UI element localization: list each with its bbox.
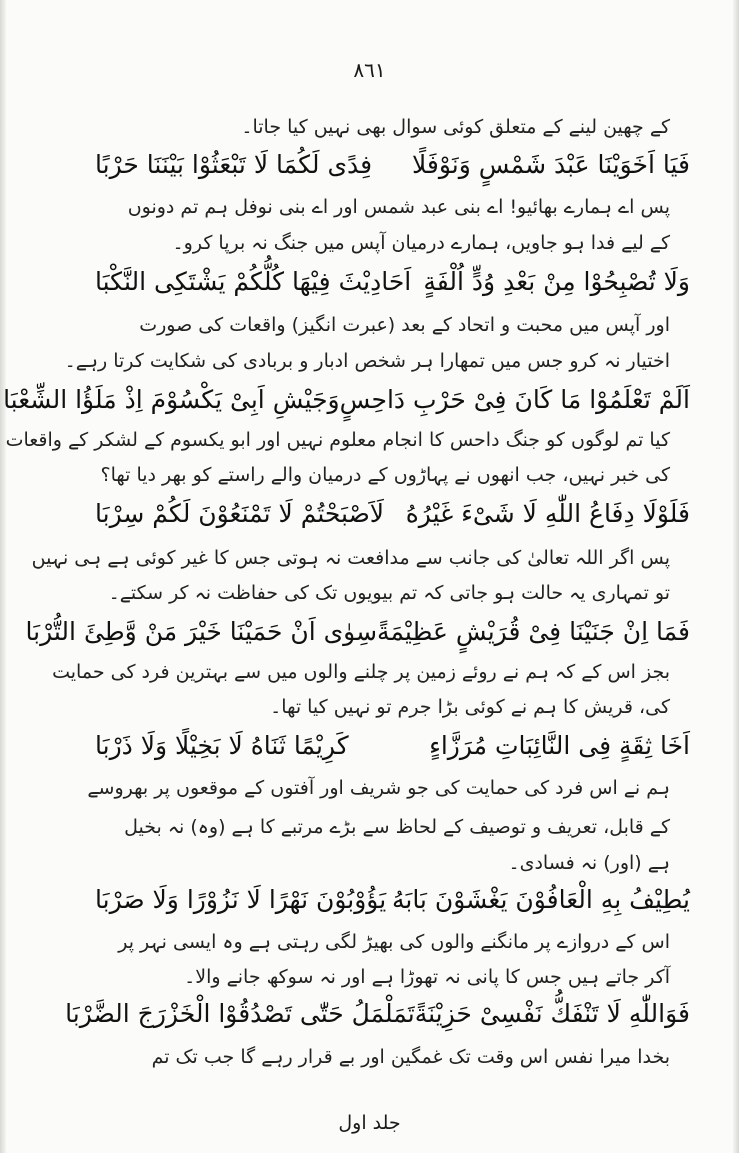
translation-line: پس اگر اللہ تعالیٰ کی جانب سے مدافعت نہ ہوتی جس کا غیر کوئی ہے ہی نہیں: [31, 547, 670, 569]
verse-first-hemistich: فَوَاللّٰهِ لَا تَنْفَكُّ نَفْسِیْ حَزِیْنَةً: [414, 999, 690, 1028]
left-page-edge: [0, 0, 6, 1153]
verse-first-hemistich: اَلَمْ تَعْلَمُوْا مَا کَانَ فِیْ حَرْبِ دَاحِسٍ: [339, 385, 690, 414]
verse-first-hemistich: فَلَوْلَا دِفَاعُ اللّٰهِ لَا شَیْءَ غَیْرُهُ: [405, 499, 690, 528]
translation-line: کے لیے فدا ہو جاویں، ہمارے درمیان آپس میں جنگ نہ برپا کرو۔: [172, 232, 670, 254]
translation-line: کے قابل، تعریف و توصیف کے لحاظ سے بڑے مرتبے کا ہے (وہ) نہ بخیل: [124, 816, 670, 838]
translation-line: کیا تم لوگوں کو جنگ داحس کا انجام معلوم نہیں اور ابو یکسوم کے لشکر کے واقعات: [5, 429, 670, 451]
verse-line: [3, 380, 690, 420]
verse-second-hemistich: فِدًی لَکُمَا لَا تَبْعَثُوْا بَیْنَنَا حَرْبًا: [95, 150, 373, 179]
translation-line: کے چھین لینے کے متعلق کوئی سوال بھی نہیں کیا جاتا۔: [241, 116, 670, 138]
volume-label: جلد اول: [338, 1112, 401, 1134]
translation-line: اس کے دروازے پر مانگنے والوں کی بھیڑ لگی رہتی ہے وہ ایسی نہر پر: [118, 931, 670, 953]
translation-line: ہم نے اس فرد کی حمایت کی جو شریف اور آفتوں کے موقعوں پر بھروسے: [87, 777, 670, 799]
verse-line: [95, 262, 690, 302]
translation-line: اور آپس میں محبت و اتحاد کے بعد (عبرت انگیز) واقعات کی صورت: [139, 314, 670, 336]
verse-first-hemistich: وَلَا تُصْبِحُوْا مِنْ بَعْدِ وُدٍّ اُلْفَةٍ: [423, 267, 690, 296]
right-page-edge: [733, 0, 739, 1153]
verse-line: [95, 880, 690, 920]
verse-line: [25, 612, 690, 652]
verse-second-hemistich: سِوٰی اَنْ حَمَیْنَا خَیْرَ مَنْ وَّطِئَ التُّرْبَا: [25, 617, 378, 646]
verse-line: [95, 726, 690, 766]
verse-second-hemistich: لَاَصْبَحْتُمْ لَا تَمْنَعُوْنَ لَکُمْ سِرْبَا: [95, 499, 385, 528]
verse-second-hemistich: تَمَلْمَلُ حَتّٰی تَصْدُقُوْا الْخَزْرَجَ الضَّرْبَا: [65, 999, 415, 1028]
page-number: ٨٦١: [353, 58, 386, 82]
verse-first-hemistich: فَیَا اَخَوَیْنَا عَبْدَ شَمْسٍ وَنَوْفَلًا: [411, 150, 690, 179]
verse-first-hemistich: اَخَا ثِقَةٍ فِی النَّائِبَاتِ مُرَزَّاءٍ: [429, 731, 690, 760]
verse-line: [95, 494, 690, 534]
translation-line: پس اے ہمارے بھائیو! اے بنی عبد شمس اور اے بنی نوفل ہم تم دونوں: [127, 196, 670, 218]
translation-line: اختیار نہ کرو جس میں تمھارا ہر شخص ادبار و بربادی کی شکایت کرتا رہے۔: [64, 350, 670, 372]
translation-line: بجز اس کے کہ ہم نے روئے زمین پر چلنے والوں میں سے بہترین فرد کی حمایت: [52, 661, 670, 683]
verse-line: [95, 145, 690, 185]
verse-line: [65, 994, 690, 1034]
translation-line: کی خبر نہیں، جب انھوں نے پہاڑوں کے درمیان والے راستے کو بھر دیا تھا؟: [100, 464, 670, 486]
translation-line: ہے (اور) نہ فسادی۔: [508, 852, 670, 874]
verse-second-hemistich: وَجَیْشِ اَبِیْ یَکْسُوْمَ اِذْ مَلَؤُا الشِّعْبَا: [3, 385, 340, 414]
translation-line: آکر جاتے ہیں جس کا پانی نہ تھوڑا ہے اور نہ سوکھ جانے والا۔: [184, 966, 670, 988]
verse-second-hemistich: یَؤُوْبُوْنَ نَهْرًا لَا نَزُوْرًا وَلَا صَرْبَا: [95, 885, 387, 914]
verse-second-hemistich: کَرِیْمًا ثَنَاهُ لَا بَخِیْلًا وَلَا ذَرْبَا: [95, 731, 349, 760]
verse-first-hemistich: فَمَا اِنْ جَنَیْنَا فِیْ قُرَیْشٍ عَظِیْمَةً: [377, 617, 690, 646]
translation-line: بخدا میرا نفس اس وقت تک غمگین اور بے قرار رہے گا جب تک تم: [151, 1046, 670, 1068]
translation-line: کی، قریش کا ہم نے کوئی بڑا جرم تو نہیں کیا تھا۔: [270, 696, 670, 718]
verse-second-hemistich: اَحَادِیْثَ فِیْهَا کُلُّکُمْ یَشْتَکِی النَّکْبَا: [95, 267, 412, 296]
verse-first-hemistich: یُطِیْفُ بِهِ الْعَافُوْنَ یَغْشَوْنَ بَابَهُ: [391, 885, 690, 914]
translation-line: تو تمہاری یہ حالت ہو جاتی کہ تم بیویوں تک کی حفاظت نہ کر سکتے۔: [108, 582, 670, 604]
